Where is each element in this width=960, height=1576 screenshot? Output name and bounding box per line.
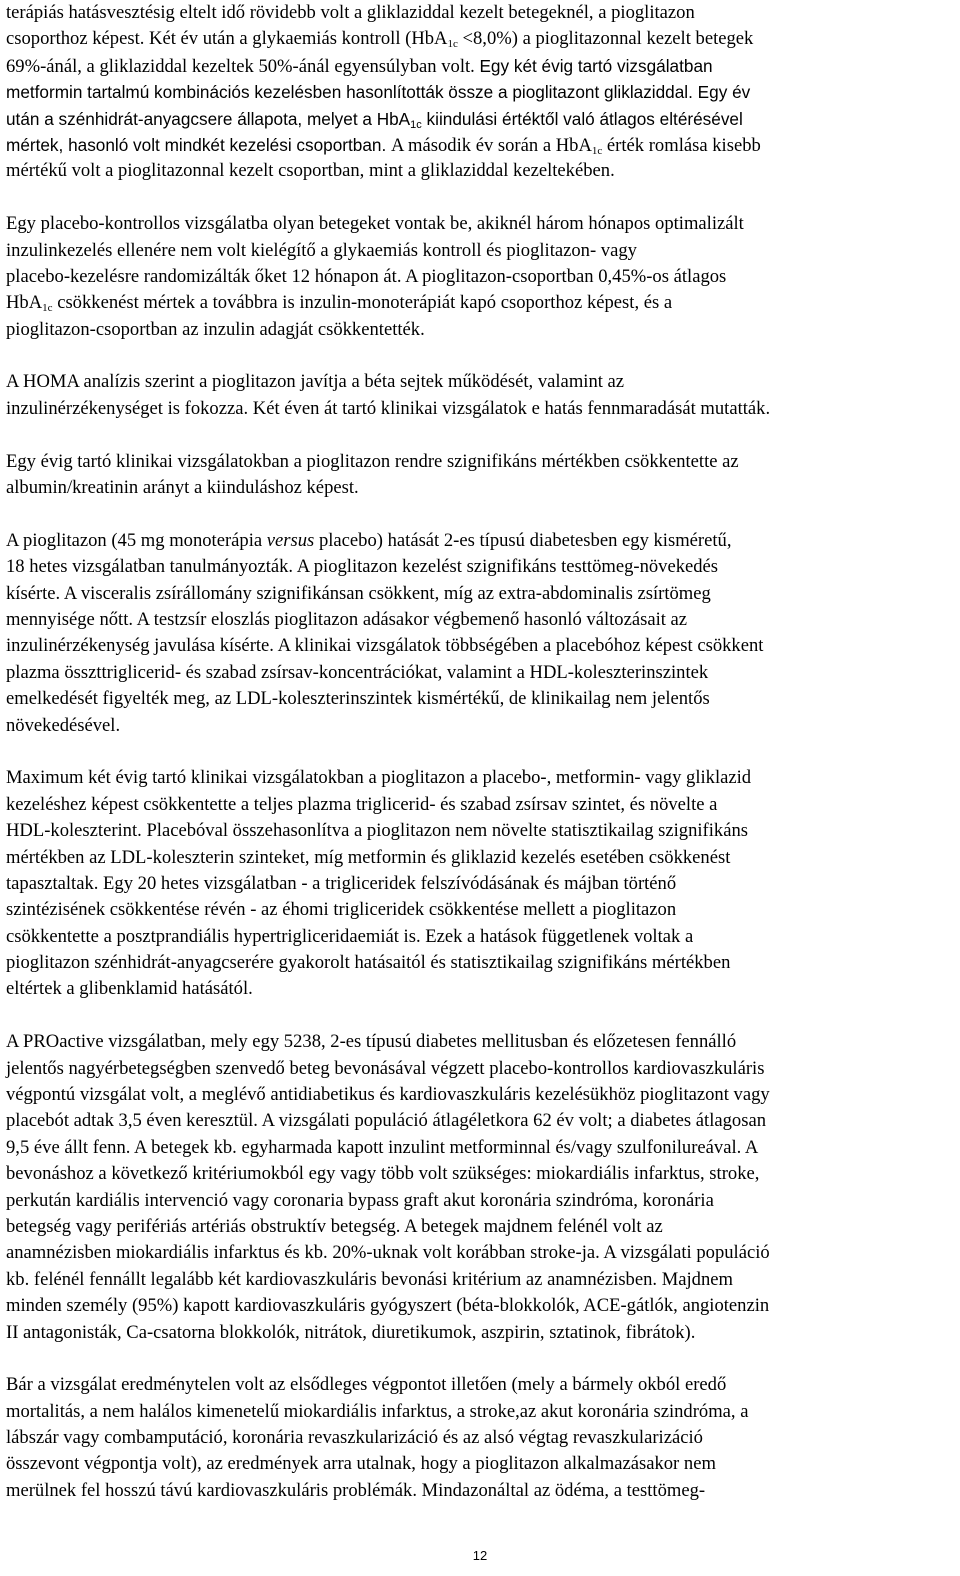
text-line	[6, 607, 956, 633]
text-run: mértek, hasonló volt mindkét kezelési csoportban.	[6, 134, 391, 155]
text-line	[6, 581, 956, 607]
text-run: A pioglitazon (45 mg monoterápia	[6, 529, 267, 551]
text-line	[6, 528, 956, 554]
text-run: metformin tartalmú kombinációs kezelésben hasonlították össze a pioglitazont gliklaziddal.	[6, 82, 698, 103]
text-run: csökkentette a posztprandiális hypertrigliceridaemiát is. Ezek a hatások függetlenek voltak a	[6, 925, 694, 947]
text-run: mértékben az LDL-koleszterin szinteket, míg metformin és gliklazid kezelés esetében csökkenést	[6, 846, 731, 868]
text-line	[6, 106, 956, 132]
text-line	[6, 1478, 956, 1504]
text-line	[6, 924, 956, 950]
text-run: inzulinérzékenység javulása kísérte. A klinikai vizsgálatok többségében a placebóhoz képest csökkent	[6, 635, 764, 657]
text-run: perkután kardiális intervenció vagy coronaria bypass graft akut koronária szindróma, koronária	[6, 1189, 714, 1211]
paragraph	[6, 211, 956, 343]
text-line	[6, 845, 956, 871]
text-line	[6, 158, 956, 184]
text-run: Maximum két évig tartó klinikai vizsgálatokban a pioglitazon a placebo-, metformin- vagy gliklazid	[6, 767, 752, 789]
text-line	[6, 211, 956, 237]
text-line	[6, 1056, 956, 1082]
text-line	[6, 26, 956, 52]
paragraph-gap	[6, 185, 956, 211]
text-run: Egy évig tartó klinikai vizsgálatokban a pioglitazon rendre szignifikáns mértékben csökkentette az	[6, 450, 739, 472]
text-run: Egy két évig tartó vizsgálatban	[479, 55, 713, 76]
text-run: inzulinkezelés ellenére nem volt kielégítő a glykaemiás kontroll és pioglitazon- vagy	[6, 239, 637, 261]
text-run: összevont végpontja volt), az eredmények arra utalnak, hogy a pioglitazon alkalmazásakor nem	[6, 1453, 716, 1475]
paragraph-gap	[6, 1346, 956, 1372]
text-run: 69%-ánál, a gliklaziddal kezeltek 50%-ánál egyensúlyban volt.	[6, 55, 480, 77]
text-run: szintézisének csökkentése révén - az éhomi trigliceridek csökkentése mellett a pioglitazon	[6, 899, 677, 921]
text-line	[6, 1108, 956, 1134]
text-line	[6, 633, 956, 659]
text-line	[6, 1320, 956, 1346]
text-run: placebót adtak 3,5 éven keresztül. A vizsgálati populáció átlagéletkora 62 év volt; a diabetes átlagosan	[6, 1110, 767, 1132]
text-run: érték romlása kisebb	[602, 134, 761, 156]
paragraph	[6, 369, 956, 422]
paragraph	[6, 449, 956, 502]
paragraph	[6, 0, 956, 185]
subscript-text: 1c	[42, 302, 53, 315]
text-line	[6, 713, 956, 739]
text-line	[6, 449, 956, 475]
text-run: terápiás hatásvesztésig eltelt idő rövidebb volt a gliklaziddal kezelt betegeknél, a pioglitazon	[6, 2, 695, 23]
text-run: növekedésével.	[6, 714, 121, 736]
paragraph	[6, 765, 956, 1003]
text-run: plazma összttriglicerid- és szabad zsírsav-koncentrációkat, valamint a HDL-koleszterinszintek	[6, 661, 709, 683]
text-run: pioglitazon szénhidrát-anyagcserére gyakorolt hatásaitól és statisztikailag szignifikáns mértékben	[6, 952, 731, 974]
text-run: A HOMA analízis szerint a pioglitazon javítja a béta sejtek működését, valamint az	[6, 371, 625, 393]
document-page	[6, 0, 956, 1504]
text-run: csoporthoz képest. Két év után a glykaemiás kontroll (HbA	[6, 28, 448, 50]
text-run: kísérte. A visceralis zsírállomány szignifikánsan csökkent, míg az extra-abdominalis zsírtömeg	[6, 582, 711, 604]
text-line	[6, 1267, 956, 1293]
subscript-text: 1c	[591, 144, 603, 157]
paragraph-gap	[6, 422, 956, 448]
text-run: anamnézisben miokardiális infarktus és kb. 20%-uknak volt korábban stroke-ja. A vizsgálati populáció	[6, 1242, 770, 1264]
text-line	[6, 1293, 956, 1319]
text-run: 9,5 éve állt fenn. A betegek kb. egyharmada kapott inzulint metforminnal és/vagy szulfonilureával. A	[6, 1136, 759, 1158]
text-line	[6, 53, 956, 79]
text-run: minden személy (95%) kapott kardiovaszkuláris gyógyszert (béta-blokkolók, ACE-gátlók, angiotenzin	[6, 1295, 770, 1317]
paragraph-gap	[6, 501, 956, 527]
text-run: HDL-koleszterint. Placebóval összehasonlítva a pioglitazon nem növelte statisztikailag szignifikáns	[6, 820, 748, 842]
document-body	[6, 0, 956, 1504]
text-run: után a szénhidrát-anyagcsere állapota, melyet a HbA	[6, 108, 411, 129]
text-run: 18 hetes vizsgálatban tanulmányozták. A pioglitazon kezelést szignifikáns testtömeg-növekedés	[6, 556, 719, 578]
text-run: HbA	[6, 292, 43, 314]
text-line	[6, 871, 956, 897]
text-run: csökkenést mértek a továbbra is inzulin-monoterápiát kapó csoporthoz képest, és a	[52, 292, 673, 314]
text-line	[6, 317, 956, 343]
text-line	[6, 475, 956, 501]
text-run: bevonáshoz a következő kritériumokból egy vagy több volt szükséges: miokardiális infarktus, stroke,	[6, 1163, 760, 1185]
text-line	[6, 238, 956, 264]
text-line	[6, 950, 956, 976]
text-run: A PROactive vizsgálatban, mely egy 5238, 2-es típusú diabetes mellitusban és előzetesen fennálló	[6, 1031, 737, 1053]
text-line	[6, 765, 956, 791]
text-line	[6, 792, 956, 818]
text-line	[6, 818, 956, 844]
paragraph	[6, 1029, 956, 1346]
paragraph-gap	[6, 739, 956, 765]
text-line	[6, 79, 956, 105]
text-line	[6, 976, 956, 1002]
text-run: mennyisége nőtt. A testzsír eloszlás pioglitazon adásakor végbemenő hasonló változásait az	[6, 608, 688, 630]
text-run: mértékű volt a pioglitazonnal kezelt csoportban, mint a gliklaziddal kezeltekében.	[6, 160, 615, 182]
page-number: 12	[472, 1548, 488, 1563]
text-line	[6, 897, 956, 923]
text-line	[6, 1399, 956, 1425]
paragraph-gap	[6, 1003, 956, 1029]
text-run: inzulinérzékenységet is fokozza. Két éven át tartó klinikai vizsgálatok e hatás fennmaradását mutatták.	[6, 397, 771, 419]
text-line	[6, 1188, 956, 1214]
text-line	[6, 290, 956, 316]
text-line	[6, 554, 956, 580]
text-run: jelentős nagyérbetegségben szenvedő beteg bevonásával végzett placebo-kontrollos kardiovaszkuláris	[6, 1057, 765, 1079]
text-run: placebo) hatását 2-es típusú diabetesben egy kisméretű,	[314, 529, 732, 551]
text-run: betegség vagy perifériás artériás obstruktív betegség. A betegek majdnem felénél volt az	[6, 1215, 663, 1237]
text-line	[6, 369, 956, 395]
text-run: kiindulási értéktől való átlagos eltérésével	[421, 108, 743, 129]
text-line	[6, 396, 956, 422]
text-run: kb. felénél fennállt legalább két kardiovaszkuláris bevonási kritérium az anamnézisben. Majdnem	[6, 1268, 733, 1290]
text-line	[6, 1240, 956, 1266]
text-line	[6, 686, 956, 712]
text-line	[6, 0, 956, 26]
text-run: végpontú vizsgálat volt, a meglévő antidiabetikus és kardiovaszkuláris kezelésükhöz pioglitazont vagy	[6, 1084, 770, 1106]
text-run: eltértek a glibenklamid hatásától.	[6, 978, 253, 1000]
text-run: placebo-kezelésre randomizálták őket 12 hónapon át. A pioglitazon-csoportban 0,45%-os átlagos	[6, 265, 727, 287]
text-run: A második év során a HbA	[391, 134, 592, 156]
text-line	[6, 264, 956, 290]
text-run: Bár a vizsgálat eredménytelen volt az elsődleges végpontot illetően (mely a bármely okból eredő	[6, 1374, 727, 1396]
text-run: albumin/kreatinin arányt a kiinduláshoz képest.	[6, 477, 359, 499]
text-run: kezeléshez képest csökkentette a teljes plazma triglicerid- és szabad zsírsav szintet, és növelte a	[6, 793, 718, 815]
text-run: merülnek fel hosszú távú kardiovaszkuláris problémák. Mindazonáltal az ödéma, a testtömeg-	[6, 1479, 706, 1501]
paragraph-gap	[6, 343, 956, 369]
text-run: Egy év	[697, 82, 751, 103]
paragraph	[6, 528, 956, 739]
italic-text: versus	[266, 529, 315, 551]
text-line	[6, 1161, 956, 1187]
subscript-text: 1c	[410, 118, 422, 131]
text-line	[6, 1029, 956, 1055]
text-run: lábszár vagy combamputáció, koronária revaszkularizáció és az alsó végtag revaszkularizáció	[6, 1427, 703, 1449]
text-line	[6, 132, 956, 158]
text-line	[6, 1425, 956, 1451]
text-line	[6, 660, 956, 686]
text-run: pioglitazon-csoportban az inzulin adagját csökkentették.	[6, 318, 425, 340]
text-run: tapasztaltak. Egy 20 hetes vizsgálatban - a trigliceridek felszívódásának és májban történő	[6, 872, 677, 894]
text-line	[6, 1135, 956, 1161]
text-run: II antagonisták, Ca-csatorna blokkolók, nitrátok, diuretikumok, aszpirin, sztatinok, fibrátok).	[6, 1321, 696, 1343]
text-run: emelkedését figyelték meg, az LDL-koleszterinszintek kismértékű, de klinikailag nem jelentős	[6, 688, 710, 710]
text-line	[6, 1451, 956, 1477]
text-line	[6, 1082, 956, 1108]
text-run: Egy placebo-kontrollos vizsgálatba olyan betegeket vontak be, akiknél három hónapos optimalizált	[6, 213, 744, 235]
text-line	[6, 1214, 956, 1240]
text-run: <8,0%) a pioglitazonnal kezelt betegek	[457, 28, 754, 50]
subscript-text: 1c	[447, 38, 458, 51]
text-run: mortalitás, a nem halálos kimenetelű miokardiális infarktus, a stroke,az akut koronária szindróma, a	[6, 1400, 749, 1422]
paragraph	[6, 1372, 956, 1504]
text-line	[6, 1372, 956, 1398]
